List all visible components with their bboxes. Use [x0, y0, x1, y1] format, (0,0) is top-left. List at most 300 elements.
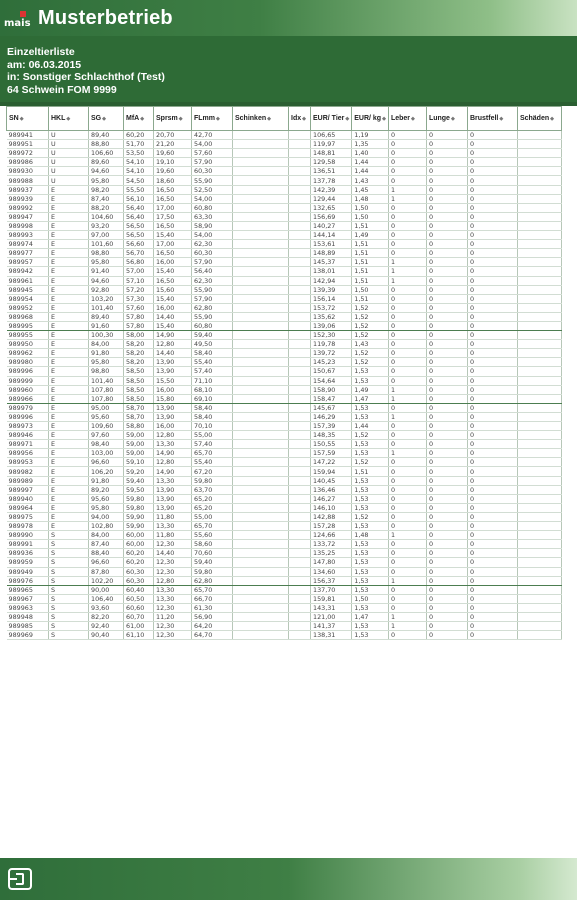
table-row[interactable] [7, 449, 562, 458]
table-cell: 989999 [7, 376, 49, 385]
table-cell: 56,40 [124, 212, 154, 221]
table-row[interactable] [7, 367, 562, 376]
table-cell: E [49, 494, 89, 503]
table-row[interactable] [7, 540, 562, 549]
table-cell: 0 [426, 631, 467, 640]
table-cell: 54,10 [124, 158, 154, 167]
table-cell: 15,40 [154, 294, 192, 303]
table-cell: 95,80 [89, 358, 124, 367]
table-cell [289, 221, 311, 230]
table-cell: 0 [426, 558, 467, 567]
table-cell: E [49, 331, 89, 340]
column-header[interactable] [154, 107, 192, 131]
table-cell: 157,59 [311, 449, 352, 458]
table-row[interactable] [7, 349, 562, 358]
table-row[interactable] [7, 312, 562, 321]
table-cell: 60,60 [124, 603, 154, 612]
table-cell: 109,60 [89, 422, 124, 431]
table-row[interactable] [7, 576, 562, 585]
column-header[interactable] [89, 107, 124, 131]
table-cell [517, 203, 561, 212]
table-cell: 0 [426, 194, 467, 203]
table-cell: 103,20 [89, 294, 124, 303]
table-cell [289, 449, 311, 458]
table-cell: 65,70 [192, 585, 233, 594]
table-cell: 56,70 [124, 249, 154, 258]
table-cell: 64,70 [192, 631, 233, 640]
table-cell [289, 276, 311, 285]
table-cell: 54,00 [192, 140, 233, 149]
table-cell [233, 367, 289, 376]
table-cell: 0 [426, 149, 467, 158]
table-cell: 139,06 [311, 321, 352, 330]
table-cell [517, 512, 561, 521]
table-row[interactable] [7, 331, 562, 340]
table-cell: 140,27 [311, 221, 352, 230]
table-cell: 0 [388, 558, 426, 567]
column-header[interactable] [7, 107, 49, 131]
table-cell: 0 [426, 349, 467, 358]
table-row[interactable] [7, 431, 562, 440]
table-cell: 0 [467, 131, 517, 140]
table-cell: 106,20 [89, 467, 124, 476]
table-cell: 133,72 [311, 540, 352, 549]
table-cell: 60,20 [124, 549, 154, 558]
table-cell [517, 594, 561, 603]
table-cell: 0 [426, 522, 467, 531]
table-cell: 19,60 [154, 149, 192, 158]
table-cell: 59,80 [124, 503, 154, 512]
table-cell: 0 [467, 149, 517, 158]
table-cell: 58,80 [124, 422, 154, 431]
table-row[interactable] [7, 522, 562, 531]
table-cell [289, 503, 311, 512]
table-cell: 989989 [7, 476, 49, 485]
column-header-label: Schäden [519, 114, 550, 122]
table-row[interactable] [7, 412, 562, 421]
table-cell: 60,20 [124, 131, 154, 140]
table-cell: 157,28 [311, 522, 352, 531]
table-cell: 1,51 [352, 240, 389, 249]
table-cell [233, 449, 289, 458]
table-row[interactable] [7, 340, 562, 349]
animal-table-container[interactable] [6, 106, 577, 858]
table-cell [233, 567, 289, 576]
column-header[interactable] [352, 107, 389, 131]
table-cell: 1,51 [352, 249, 389, 258]
table-row[interactable] [7, 140, 562, 149]
table-row[interactable] [7, 285, 562, 294]
table-cell: 0 [426, 221, 467, 230]
table-cell: 0 [426, 358, 467, 367]
table-row[interactable] [7, 176, 562, 185]
table-cell: 0 [467, 531, 517, 540]
table-cell: 0 [467, 485, 517, 494]
table-cell: 67,20 [192, 467, 233, 476]
table-cell: 59,00 [124, 449, 154, 458]
list-location: in: Sonstiger Schlachthof (Test) [7, 71, 165, 83]
table-cell: 58,50 [124, 385, 154, 394]
table-cell: E [49, 258, 89, 267]
table-cell: 0 [388, 167, 426, 176]
table-cell: 91,80 [89, 476, 124, 485]
table-cell: 0 [426, 185, 467, 194]
table-cell: 1,49 [352, 385, 389, 394]
table-cell: 13,30 [154, 476, 192, 485]
table-cell: 141,37 [311, 622, 352, 631]
table-row[interactable] [7, 194, 562, 203]
table-cell: 0 [426, 258, 467, 267]
table-cell: 16,50 [154, 185, 192, 194]
table-cell: E [49, 240, 89, 249]
column-header[interactable] [467, 107, 517, 131]
table-cell [289, 303, 311, 312]
table-row[interactable] [7, 258, 562, 267]
table-cell: 95,60 [89, 494, 124, 503]
table-cell: 0 [426, 503, 467, 512]
table-cell: 0 [388, 149, 426, 158]
table-cell: 134,60 [311, 567, 352, 576]
table-row[interactable] [7, 358, 562, 367]
table-cell [517, 622, 561, 631]
table-cell: 989945 [7, 285, 49, 294]
table-cell: 106,65 [311, 131, 352, 140]
table-row[interactable] [7, 185, 562, 194]
table-cell: 989967 [7, 594, 49, 603]
table-cell: 1,53 [352, 540, 389, 549]
table-cell: 19,10 [154, 158, 192, 167]
column-header-label: Idx [291, 114, 302, 122]
table-cell: E [49, 312, 89, 321]
table-row[interactable] [7, 567, 562, 576]
table-cell [233, 267, 289, 276]
table-cell: 60,30 [192, 249, 233, 258]
table-cell: 150,55 [311, 440, 352, 449]
table-cell: E [49, 367, 89, 376]
table-cell: E [49, 231, 89, 240]
table-cell: 89,40 [89, 131, 124, 140]
table-row[interactable] [7, 231, 562, 240]
table-cell: E [49, 476, 89, 485]
table-cell: 0 [467, 240, 517, 249]
table-cell: 54,10 [124, 167, 154, 176]
table-cell: 0 [426, 158, 467, 167]
table-cell: 0 [426, 612, 467, 621]
table-cell: S [49, 585, 89, 594]
table-cell: 60,20 [124, 558, 154, 567]
column-header[interactable] [233, 107, 289, 131]
table-row[interactable] [7, 303, 562, 312]
table-row[interactable] [7, 494, 562, 503]
table-cell [517, 249, 561, 258]
table-cell: 12,80 [154, 458, 192, 467]
animal-table [6, 106, 562, 640]
table-row[interactable] [7, 512, 562, 521]
table-cell: 0 [426, 403, 467, 412]
table-cell: 1 [388, 576, 426, 585]
table-row[interactable] [7, 376, 562, 385]
table-cell: 11,80 [154, 512, 192, 521]
table-row[interactable] [7, 276, 562, 285]
column-header[interactable] [192, 107, 233, 131]
table-cell: 12,30 [154, 558, 192, 567]
table-cell [233, 531, 289, 540]
sort-icon: ◆ [411, 115, 415, 122]
exit-button[interactable] [8, 868, 32, 890]
table-row[interactable] [7, 240, 562, 249]
table-cell: 19,60 [154, 167, 192, 176]
table-row[interactable] [7, 394, 562, 403]
table-cell: 1,52 [352, 358, 389, 367]
column-header[interactable] [311, 107, 352, 131]
table-row[interactable] [7, 212, 562, 221]
table-row[interactable] [7, 403, 562, 412]
table-cell: 16,50 [154, 249, 192, 258]
table-cell [289, 312, 311, 321]
table-cell: E [49, 376, 89, 385]
table-row[interactable] [7, 131, 562, 140]
column-header[interactable] [49, 107, 89, 131]
table-cell: 58,20 [124, 340, 154, 349]
table-cell: 0 [426, 276, 467, 285]
table-cell: 88,20 [89, 203, 124, 212]
table-cell: 989940 [7, 494, 49, 503]
table-cell: 159,94 [311, 467, 352, 476]
table-row[interactable] [7, 267, 562, 276]
table-cell: 1,53 [352, 376, 389, 385]
table-cell: 989990 [7, 531, 49, 540]
table-cell [517, 458, 561, 467]
table-cell: 12,30 [154, 540, 192, 549]
table-row[interactable] [7, 158, 562, 167]
table-cell: 989991 [7, 540, 49, 549]
table-cell: 90,00 [89, 585, 124, 594]
table-cell: 0 [467, 158, 517, 167]
table-row[interactable] [7, 531, 562, 540]
list-summary: 64 Schwein FOM 9999 [7, 83, 117, 96]
table-cell: 0 [467, 403, 517, 412]
table-cell [289, 331, 311, 340]
table-cell: 989957 [7, 258, 49, 267]
table-cell: 0 [388, 340, 426, 349]
table-cell: 1,53 [352, 558, 389, 567]
table-row[interactable] [7, 622, 562, 631]
table-cell: 13,30 [154, 522, 192, 531]
table-cell: 156,69 [311, 212, 352, 221]
table-cell: 1,48 [352, 194, 389, 203]
table-cell: 0 [467, 431, 517, 440]
table-cell: 0 [388, 349, 426, 358]
table-cell [289, 594, 311, 603]
table-cell [233, 294, 289, 303]
table-cell [517, 403, 561, 412]
table-row[interactable] [7, 203, 562, 212]
table-cell: 0 [426, 303, 467, 312]
table-row[interactable] [7, 385, 562, 394]
table-row[interactable] [7, 476, 562, 485]
table-row[interactable] [7, 149, 562, 158]
table-cell: 989979 [7, 403, 49, 412]
table-cell [233, 512, 289, 521]
table-cell: 61,00 [124, 622, 154, 631]
table-cell: 989997 [7, 485, 49, 494]
table-row[interactable] [7, 631, 562, 640]
table-cell: 136,51 [311, 167, 352, 176]
column-header[interactable] [289, 107, 311, 131]
table-cell: 989936 [7, 549, 49, 558]
table-row[interactable] [7, 458, 562, 467]
table-cell: 121,00 [311, 612, 352, 621]
sort-icon: ◆ [140, 115, 145, 122]
table-cell: 59,10 [124, 458, 154, 467]
table-row[interactable] [7, 612, 562, 621]
table-cell: 0 [426, 321, 467, 330]
table-cell: 1,45 [352, 185, 389, 194]
table-cell [517, 531, 561, 540]
table-cell [289, 285, 311, 294]
table-cell: 0 [388, 312, 426, 321]
table-cell [289, 185, 311, 194]
table-cell: 60,80 [192, 321, 233, 330]
table-cell: 0 [388, 422, 426, 431]
table-cell: 989996 [7, 412, 49, 421]
sort-icon: ◆ [216, 115, 220, 122]
table-cell: 42,70 [192, 131, 233, 140]
table-cell: 138,31 [311, 631, 352, 640]
table-cell: 70,10 [192, 422, 233, 431]
table-cell: 60,70 [124, 612, 154, 621]
table-cell: 989982 [7, 467, 49, 476]
table-row[interactable] [7, 503, 562, 512]
table-cell: 989952 [7, 303, 49, 312]
table-cell: 0 [388, 221, 426, 230]
table-cell: 59,80 [192, 476, 233, 485]
table-cell: 0 [467, 267, 517, 276]
table-cell: 0 [467, 576, 517, 585]
table-row[interactable] [7, 249, 562, 258]
table-cell [289, 531, 311, 540]
table-cell: 1,52 [352, 512, 389, 521]
table-cell: 55,90 [192, 312, 233, 321]
table-cell: 989975 [7, 512, 49, 521]
table-cell: 16,50 [154, 276, 192, 285]
sort-icon: ◆ [19, 115, 24, 122]
table-cell: 148,89 [311, 249, 352, 258]
table-row[interactable] [7, 422, 562, 431]
table-cell: 1,53 [352, 622, 389, 631]
table-cell [517, 631, 561, 640]
table-cell: 989954 [7, 294, 49, 303]
table-cell: E [49, 403, 89, 412]
table-cell: 142,88 [311, 512, 352, 521]
table-row[interactable] [7, 558, 562, 567]
table-cell: 92,80 [89, 285, 124, 294]
table-cell: 137,70 [311, 585, 352, 594]
table-cell [289, 140, 311, 149]
column-header[interactable] [517, 107, 561, 131]
table-cell: 0 [467, 367, 517, 376]
sort-icon: ◆ [382, 115, 386, 122]
table-cell: 0 [426, 176, 467, 185]
table-cell [233, 249, 289, 258]
column-header[interactable] [426, 107, 467, 131]
table-cell: 1,52 [352, 303, 389, 312]
table-cell: 989980 [7, 358, 49, 367]
table-cell [289, 340, 311, 349]
table-cell [289, 267, 311, 276]
table-cell [289, 458, 311, 467]
table-row[interactable] [7, 585, 562, 594]
table-cell [517, 431, 561, 440]
table-cell: 0 [426, 312, 467, 321]
table-cell: 90,40 [89, 631, 124, 640]
table-cell [289, 422, 311, 431]
table-cell [233, 240, 289, 249]
table-cell: 56,50 [124, 231, 154, 240]
table-row[interactable] [7, 294, 562, 303]
table-cell [233, 385, 289, 394]
table-cell [517, 467, 561, 476]
table-cell: E [49, 276, 89, 285]
table-cell: 0 [467, 203, 517, 212]
table-cell: 132,65 [311, 203, 352, 212]
table-cell: 12,30 [154, 603, 192, 612]
table-row[interactable] [7, 221, 562, 230]
list-date: am: 06.03.2015 [7, 58, 82, 71]
table-row[interactable] [7, 594, 562, 603]
table-cell: 1,44 [352, 167, 389, 176]
table-cell [517, 394, 561, 403]
table-cell: 0 [388, 631, 426, 640]
table-cell [517, 558, 561, 567]
table-cell: 0 [467, 231, 517, 240]
column-header-label: SN [9, 114, 19, 122]
table-cell: 55,60 [192, 531, 233, 540]
table-cell: 0 [388, 231, 426, 240]
table-cell: 18,60 [154, 176, 192, 185]
table-cell: 156,37 [311, 576, 352, 585]
table-cell: 0 [426, 385, 467, 394]
table-cell [517, 422, 561, 431]
table-cell [289, 540, 311, 549]
table-row[interactable] [7, 467, 562, 476]
table-cell: 129,44 [311, 194, 352, 203]
table-cell: 0 [467, 585, 517, 594]
table-row[interactable] [7, 167, 562, 176]
table-cell: 0 [467, 412, 517, 421]
table-cell: 989974 [7, 240, 49, 249]
table-cell: 1,47 [352, 612, 389, 621]
table-cell: 57,40 [192, 367, 233, 376]
column-header[interactable] [388, 107, 426, 131]
column-header[interactable] [124, 107, 154, 131]
table-row[interactable] [7, 485, 562, 494]
table-cell: 0 [467, 140, 517, 149]
table-cell [289, 622, 311, 631]
table-cell [289, 358, 311, 367]
table-cell [233, 476, 289, 485]
table-cell: E [49, 385, 89, 394]
table-cell: 91,60 [89, 321, 124, 330]
table-cell [233, 585, 289, 594]
table-row[interactable] [7, 440, 562, 449]
table-cell [289, 576, 311, 585]
table-row[interactable] [7, 603, 562, 612]
table-cell [233, 440, 289, 449]
table-row[interactable] [7, 549, 562, 558]
table-cell [233, 485, 289, 494]
table-row[interactable] [7, 321, 562, 330]
